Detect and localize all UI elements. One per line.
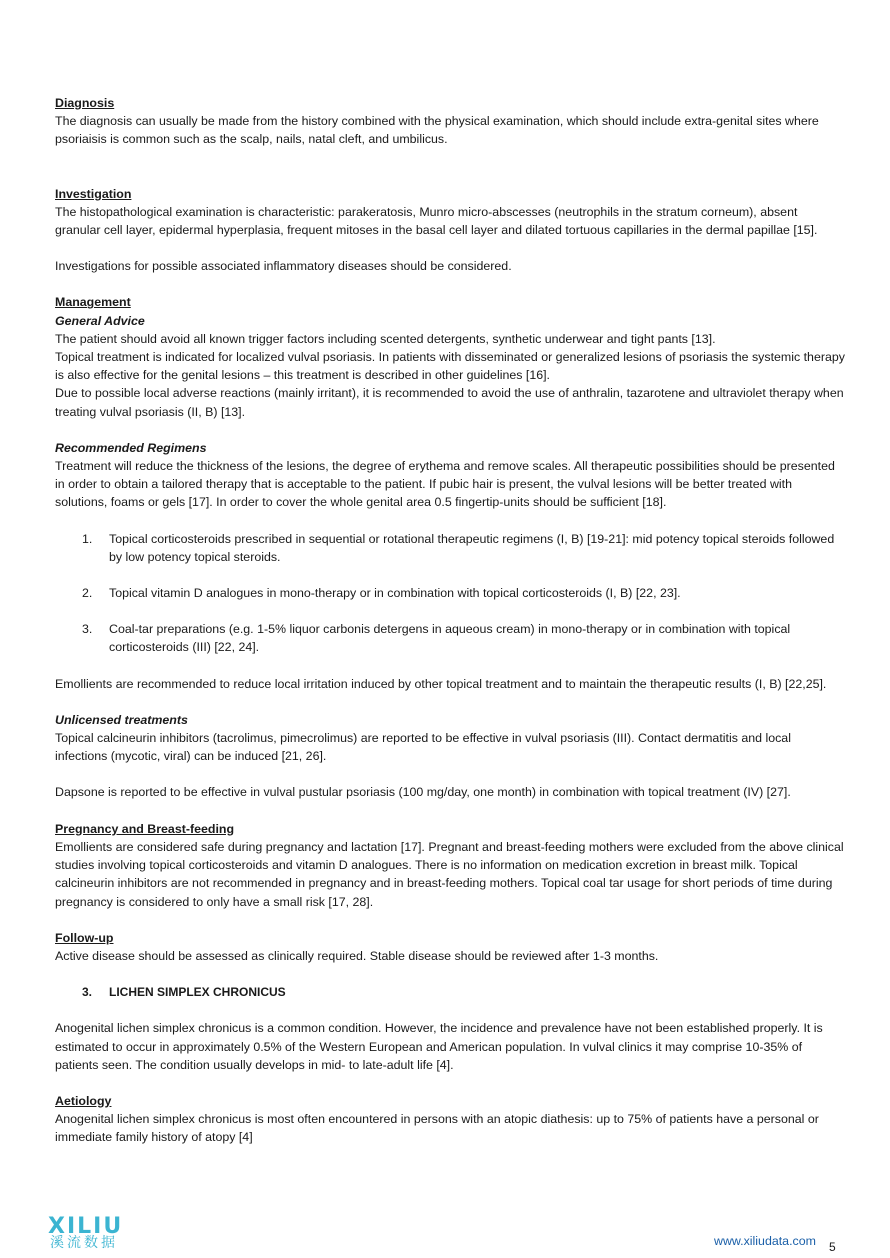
recommended-regimens-heading: Recommended Regimens xyxy=(55,440,207,455)
general-advice-paragraph: The patient should avoid all known trigger factors including scented detergents, synthetic underwear and tight pants [13]. xyxy=(55,331,716,346)
section-heading xyxy=(55,983,845,1001)
watermark-logo xyxy=(48,1214,138,1252)
logo-subtext: 溪流数据 xyxy=(50,1235,118,1251)
list-item-number: 1. xyxy=(82,531,93,546)
lichen-paragraph: Anogenital lichen simplex chronicus is a common condition. However, the incidence and prevalence have not been established properly. It is estimated to occur in approximately 0.5% of the Western European and American population. In vulval clinics it may comprise 10-35% of patients seen. The condition usually develops in mid- to late-adult life [4]. xyxy=(55,1021,823,1072)
footer-link[interactable]: www.xiliudata.com xyxy=(714,1234,816,1248)
general-advice-paragraph: Topical treatment is indicated for localized vulval psoriasis. In patients with disseminated or generalized lesions of psoriasis the systemic therapy is also effective for the genital lesions – this treatment is described in other guidelines [16]. xyxy=(55,350,845,383)
list-item-text: Topical corticosteroids prescribed in sequential or rotational therapeutic regimens (I, B) [19-21]: mid potency topical steroids followed by low potency topical steroids. xyxy=(109,531,835,564)
list-item-number: 2. xyxy=(82,586,93,601)
list-item-number: 3. xyxy=(82,622,93,637)
emollients-paragraph: Emollients are recommended to reduce local irritation induced by other topical treatment and to maintain the therapeutic results (I, B) [22,25]. xyxy=(55,676,827,691)
followup-paragraph: Active disease should be assessed as clinically required. Stable disease should be reviewed after 1-3 months. xyxy=(55,948,659,963)
regimens-list xyxy=(55,530,845,657)
aetiology-heading: Aetiology xyxy=(55,1093,112,1108)
list-item xyxy=(55,620,845,656)
list-item xyxy=(55,530,845,566)
general-advice-heading: General Advice xyxy=(55,313,145,328)
aetiology-paragraph: Anogenital lichen simplex chronicus is most often encountered in persons with an atopic diathesis: up to 75% of patients have a personal or immediate family history of atopy [4] xyxy=(55,1112,819,1145)
investigation-paragraph: The histopathological examination is characteristic: parakeratosis, Munro micro-abscesses (neutrophils in the stratum corneum), absent granular cell layer, epidermal hyperplasia, frequent mitoses in the basal cell layer and dilated tortuous capillaries in the dermal papillae [15]. xyxy=(55,204,818,238)
general-advice-paragraph: Due to possible local adverse reactions (mainly irritant), it is recommended to avoid the use of anthralin, tazarotene and ultraviolet therapy when treating vulval psoriasis (II, B) [13]. xyxy=(55,386,844,419)
list-item-text: Topical vitamin D analogues in mono-therapy or in combination with topical corticosteroids (I, B) [22, 23]. xyxy=(109,586,681,601)
investigation-paragraph: Investigations for possible associated inflammatory diseases should be considered. xyxy=(55,259,512,274)
followup-heading: Follow-up xyxy=(55,930,114,945)
pregnancy-paragraph: Emollients are considered safe during pregnancy and lactation [17]. Pregnant and breast-feeding mothers were excluded from the above clinical studies involving topical corticosteroids and vitamin D analogues. There is no information on medication excretion in breast milk. Topical calcineurin inhibitors are not recommended in pregnancy and in breast-feeding mothers. Topical coal tar usage for short periods of time during pregnancy is considered to only have a small risk [17, 28]. xyxy=(55,839,844,909)
diagnosis-heading: Diagnosis xyxy=(55,96,115,110)
diagnosis-text: The diagnosis can usually be made from the history combined with the physical examination, which should include extra-genital sites where psoriaisis is common such as the scalp, nails, natal cleft, and umbilicus. xyxy=(55,114,819,147)
logo-text: XILIU xyxy=(48,1214,124,1239)
unlicensed-heading: Unlicensed treatments xyxy=(55,712,188,727)
regimens-intro: Treatment will reduce the thickness of the lesions, the degree of erythema and remove scales. All therapeutic possibilities should be presented in order to obtain a tailored therapy that is acceptable to the patient. If pubic hair is present, the vulval lesions will be better treated with solutions, foams or gels [17]. In order to cover the whole genital area 0.5 fingertip-units should be sufficient [18]. xyxy=(55,459,835,510)
list-item-text: Coal-tar preparations (e.g. 1-5% liquor carbonis detergens in aqueous cream) in mono-therapy or in combination with topical corticosteroids (III) [22, 24]. xyxy=(109,622,791,655)
page-number: 5 xyxy=(829,1240,836,1254)
document-body xyxy=(55,94,845,1147)
unlicensed-paragraph: Topical calcineurin inhibitors (tacrolimus, pimecrolimus) are reported to be effective in vulval psoriasis (III). Contact dermatitis and local infections (mycotic, viral) can be induced [21, 26]. xyxy=(55,731,791,764)
pregnancy-heading: Pregnancy and Breast-feeding xyxy=(55,821,235,836)
section-title: LICHEN SIMPLEX CHRONICUS xyxy=(109,985,286,1000)
unlicensed-paragraph: Dapsone is reported to be effective in vulval pustular psoriasis (100 mg/day, one month) in combination with topical treatment (IV) [27]. xyxy=(55,785,791,800)
investigation-heading: Investigation xyxy=(55,186,132,201)
management-heading: Management xyxy=(55,295,131,310)
list-item xyxy=(55,584,845,602)
section-number: 3. xyxy=(82,985,93,1000)
